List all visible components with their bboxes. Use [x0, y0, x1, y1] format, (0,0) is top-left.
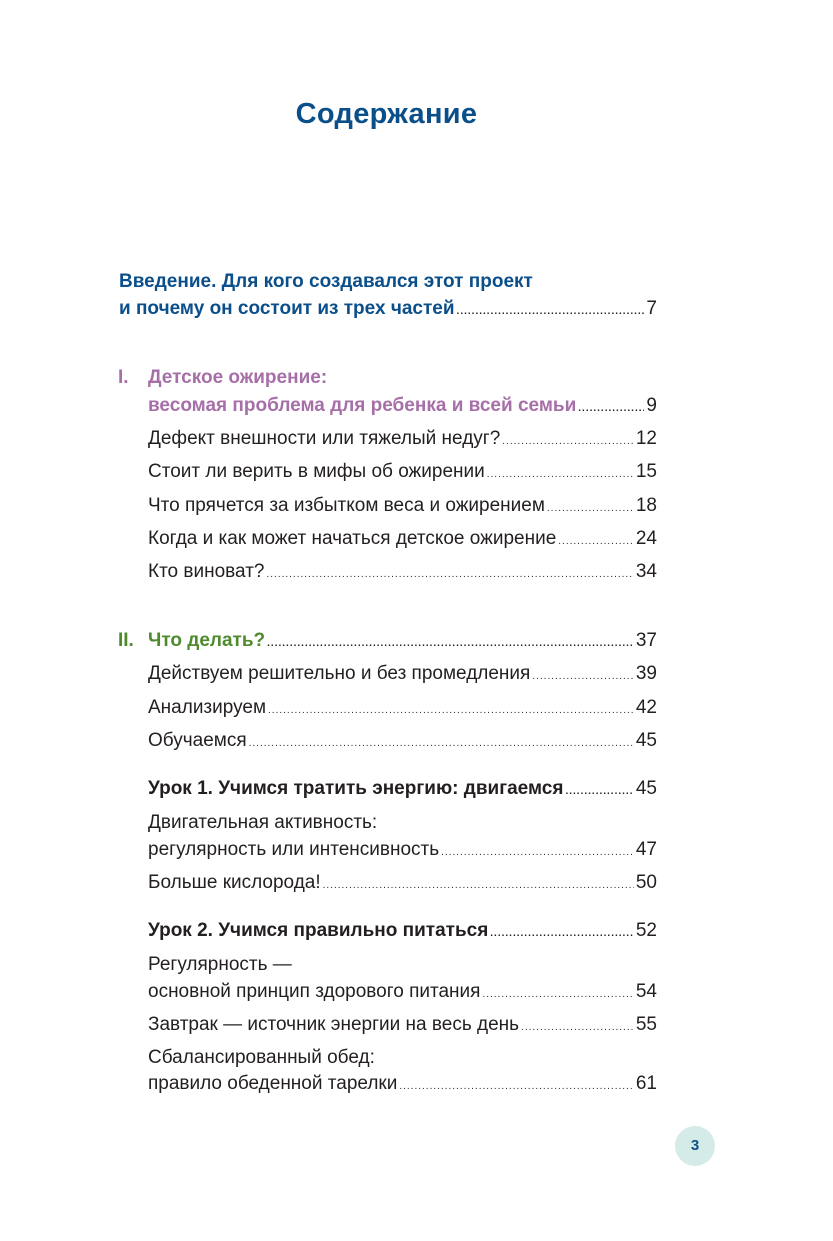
toc-entry-part1[interactable] — [148, 394, 657, 421]
toc-entry[interactable] — [148, 980, 657, 1007]
page-number: 54 — [635, 981, 657, 1002]
dot-leader — [399, 1075, 634, 1099]
toc-entry-lesson2[interactable] — [148, 919, 657, 946]
toc-entry[interactable] — [148, 1013, 657, 1040]
dot-leader — [323, 874, 634, 898]
toc-entry-label: Кто виноват? — [148, 561, 265, 582]
dot-leader — [441, 841, 634, 865]
toc-entry[interactable] — [148, 662, 657, 689]
toc-entry[interactable] — [148, 427, 657, 454]
toc-entry[interactable] — [148, 1072, 657, 1099]
dot-leader — [267, 632, 634, 656]
toc-entry[interactable] — [148, 494, 657, 521]
page-number: 34 — [635, 561, 657, 582]
toc-entry[interactable] — [148, 729, 657, 756]
toc-entry-label: Дефект внешности или тяжелый недуг? — [148, 428, 501, 449]
toc-entry-intro[interactable] — [119, 297, 657, 324]
dot-leader — [487, 463, 634, 487]
page-number: 12 — [635, 428, 657, 449]
page-number: 52 — [635, 920, 657, 941]
page-number: 42 — [635, 697, 657, 718]
toc-entry-label: Когда и как может начаться детское ожирение — [148, 528, 557, 549]
page-number: 7 — [646, 298, 657, 319]
dot-leader — [521, 1016, 634, 1040]
toc-entry[interactable] — [148, 560, 657, 587]
lesson1-title: Урок 1. Учимся тратить энергию: двигаемся — [148, 778, 564, 799]
dot-leader — [490, 922, 634, 946]
part1-title-line1: Детское ожирение: — [148, 367, 328, 388]
toc-entry-label-line1: Двигательная активность: — [148, 812, 378, 833]
page-number: 15 — [635, 461, 657, 482]
toc-entry-label: Завтрак — источник энергии на весь день — [148, 1014, 520, 1035]
intro-title-line1: Введение. Для кого создавался этот проект — [119, 271, 533, 292]
part2-numeral: II. — [118, 630, 134, 651]
toc-entry-label: Обучаемся — [148, 730, 247, 751]
toc-entry[interactable] — [148, 696, 657, 723]
toc-entry-part2[interactable] — [148, 629, 657, 656]
toc-entry-label-line1: Регулярность — — [148, 954, 292, 975]
toc-entry[interactable] — [148, 527, 657, 554]
page-number: 9 — [646, 395, 657, 416]
dot-leader — [502, 430, 634, 454]
toc-entry-label-line1: Сбалансированный обед: — [148, 1047, 375, 1068]
lesson2-title: Урок 2. Учимся правильно питаться — [148, 920, 489, 941]
dot-leader — [558, 530, 634, 554]
part1-title-line2: весомая проблема для ребенка и всей семьи — [148, 395, 577, 416]
toc-entry[interactable] — [148, 871, 657, 898]
dot-leader — [578, 397, 644, 421]
dot-leader — [565, 780, 633, 804]
toc-entry-lesson1[interactable] — [148, 777, 657, 804]
page-number: 39 — [635, 663, 657, 684]
page-number: 37 — [635, 630, 657, 651]
page-number: 45 — [635, 778, 657, 799]
page-number: 50 — [635, 872, 657, 893]
toc-entry-label: правило обеденной тарелки — [148, 1073, 398, 1094]
page-number: 24 — [635, 528, 657, 549]
dot-leader — [249, 732, 634, 756]
dot-leader — [532, 665, 634, 689]
toc-entry-label: основной принцип здорового питания — [148, 981, 481, 1002]
page-number: 55 — [635, 1014, 657, 1035]
dot-leader — [266, 563, 633, 587]
toc-entry-label: Что прячется за избытком веса и ожирением — [148, 495, 545, 516]
toc-entry[interactable] — [148, 460, 657, 487]
toc-entry-label: Стоит ли верить в мифы об ожирении — [148, 461, 485, 482]
toc-entry[interactable] — [148, 838, 657, 865]
toc-entry-label: Действуем решительно и без промедления — [148, 663, 531, 684]
page-number: 61 — [635, 1073, 657, 1094]
part2-title: Что делать? — [148, 630, 266, 651]
toc-entry-label: Больше кислорода! — [148, 872, 321, 893]
page-number: 18 — [635, 495, 657, 516]
intro-title-line2: и почему он состоит из трех частей — [119, 298, 455, 319]
part1-numeral: I. — [118, 367, 129, 388]
page-number: 47 — [635, 839, 657, 860]
page-number-badge: 3 — [675, 1126, 715, 1166]
page-number: 45 — [635, 730, 657, 751]
toc-entry-label: регулярность или интенсивность — [148, 839, 440, 860]
dot-leader — [547, 497, 634, 521]
dot-leader — [482, 983, 633, 1007]
dot-leader — [457, 300, 645, 324]
page-title: Содержание — [295, 98, 478, 130]
dot-leader — [268, 699, 634, 723]
toc-entry-label: Анализируем — [148, 697, 267, 718]
